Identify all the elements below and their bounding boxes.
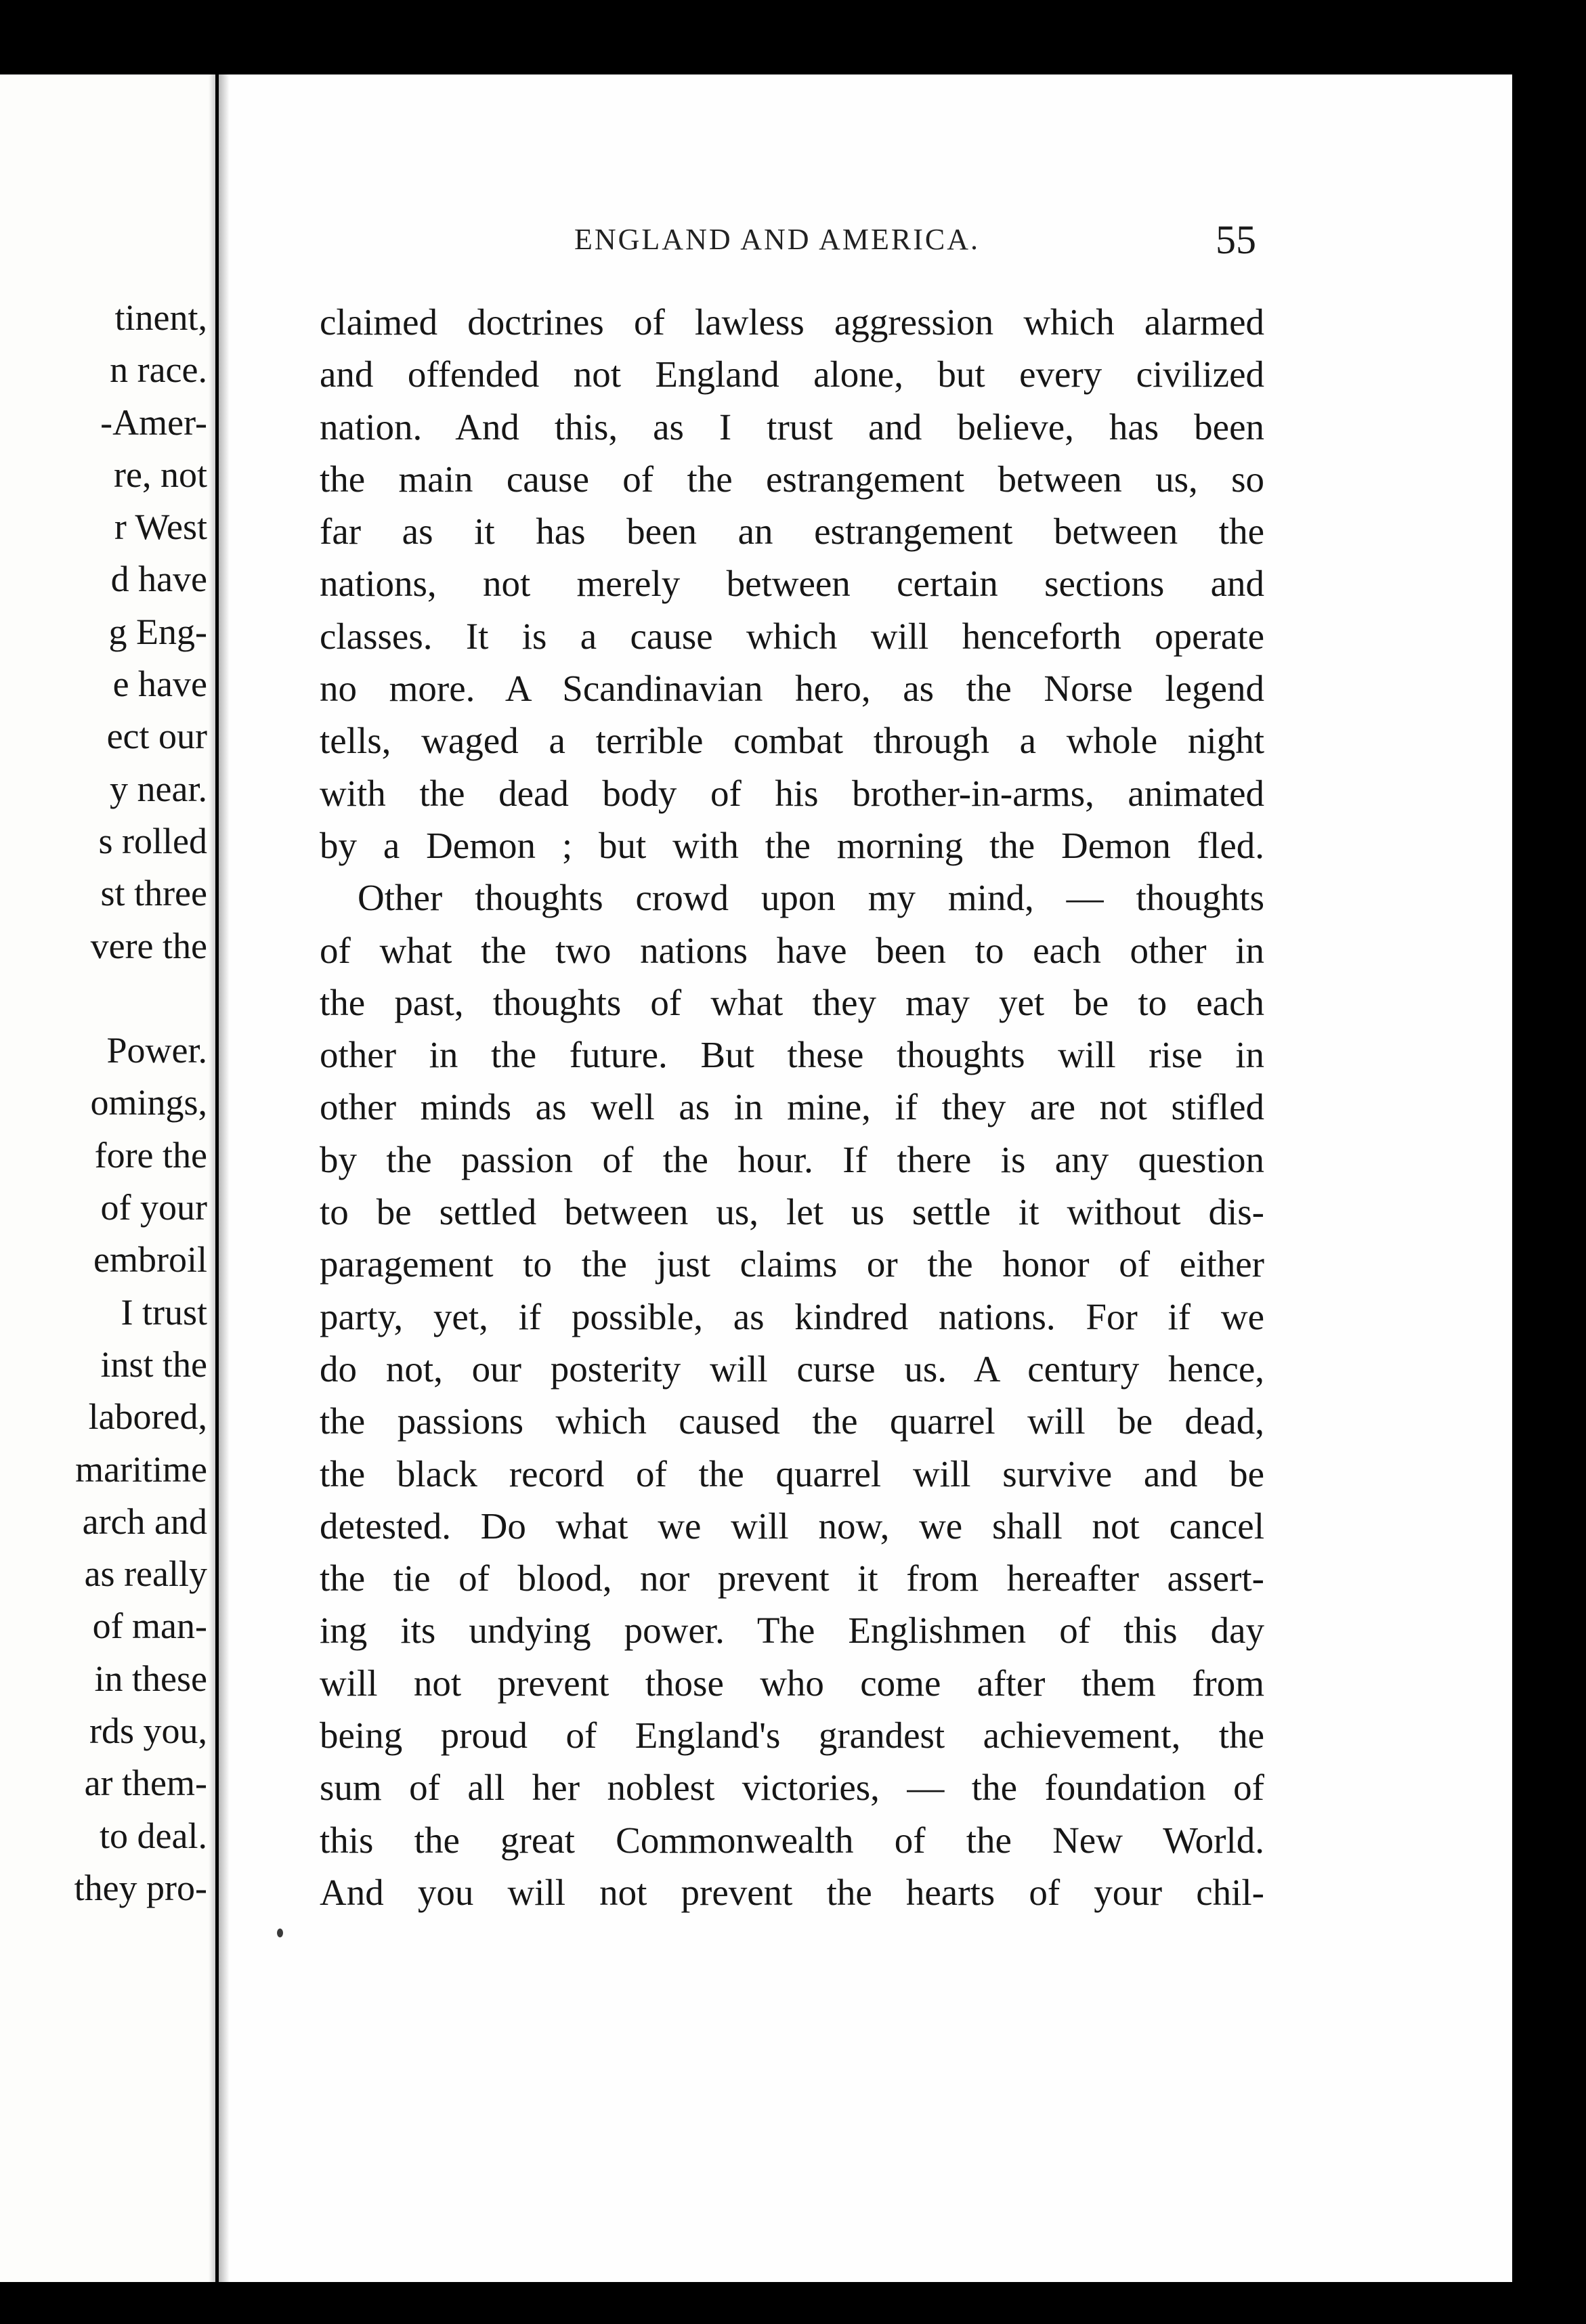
facing-line: omings,	[90, 1082, 207, 1123]
facing-line: arch and	[82, 1501, 207, 1542]
facing-line: of your	[100, 1187, 207, 1228]
paragraph-start-line: Other thoughts crowd upon my mind, — thoughts	[358, 877, 1264, 919]
facing-line: r West	[114, 507, 207, 548]
facing-line: tinent,	[114, 297, 207, 338]
facing-line: y near.	[110, 768, 207, 809]
text-line: tells, waged a terrible combat through a whole night	[320, 720, 1264, 762]
facing-line: ar them-	[84, 1763, 207, 1804]
body-text	[320, 296, 1264, 1918]
text-line: nation. And this, as I trust and believe, has been	[320, 406, 1264, 448]
facing-line: I trust	[121, 1291, 207, 1333]
facing-line: inst the	[100, 1343, 207, 1385]
facing-line: d have	[110, 559, 207, 600]
text-line: and offended not England alone, but every civilized	[320, 353, 1264, 395]
facing-line: n race.	[110, 349, 207, 391]
text-line: And you will not prevent the hearts of your chil-	[320, 1871, 1264, 1913]
facing-page-text	[0, 292, 207, 1914]
facing-line: as really	[84, 1553, 207, 1595]
ink-speck	[277, 1929, 283, 1937]
text-line: the past, thoughts of what they may yet be to each	[320, 981, 1264, 1023]
text-line: will not prevent those who come after them from	[320, 1662, 1264, 1704]
text-line: to be settled between us, let us settle it without dis-	[320, 1191, 1264, 1233]
facing-line: st three	[100, 873, 207, 914]
facing-line: Power.	[106, 1030, 207, 1071]
text-line: other in the future. But these thoughts will rise in	[320, 1034, 1264, 1076]
facing-line: they pro-	[74, 1867, 207, 1908]
facing-line: re, not	[114, 454, 207, 495]
text-line: sum of all her noblest victories, — the foundation of	[320, 1767, 1264, 1809]
page-number: 55	[1216, 217, 1256, 262]
facing-line: s rolled	[98, 820, 207, 861]
text-line: the main cause of the estrangement between us, so	[320, 458, 1264, 500]
facing-line	[0, 972, 207, 1025]
text-line: nations, not merely between certain sections and	[320, 563, 1264, 605]
text-line: of what the two nations have been to each other in	[320, 929, 1264, 971]
facing-line: in these	[94, 1658, 207, 1699]
facing-line: g Eng-	[108, 611, 207, 652]
text-line: no more. A Scandinavian hero, as the Norse legend	[320, 668, 1264, 710]
facing-line: -Amer-	[100, 402, 207, 443]
facing-line: rds you,	[89, 1710, 207, 1752]
facing-line: embroil	[93, 1239, 207, 1281]
facing-line: labored,	[88, 1396, 207, 1438]
facing-line: e have	[112, 664, 207, 705]
text-line: claimed doctrines of lawless aggression which alarmed	[320, 301, 1264, 343]
page-55	[219, 74, 1512, 2282]
facing-line: of man-	[92, 1606, 207, 1647]
text-line: the black record of the quarrel will survive and be	[320, 1452, 1264, 1494]
running-head: ENGLAND AND AMERICA.	[574, 223, 980, 256]
text-line: detested. Do what we will now, we shall not cancel	[320, 1505, 1264, 1547]
page-fold-shadow	[209, 74, 215, 2282]
text-line: by the passion of the hour. If there is any question	[320, 1138, 1264, 1180]
text-line: with the dead body of his brother-in-arms, animated	[320, 772, 1264, 814]
text-line: classes. It is a cause which will henceforth operate	[320, 615, 1264, 657]
text-line: other minds as well as in mine, if they are not stifled	[320, 1086, 1264, 1128]
text-line: party, yet, if possible, as kindred nations. For if we	[320, 1295, 1264, 1337]
facing-line: maritime	[75, 1448, 207, 1490]
text-line: this the great Commonwealth of the New World.	[320, 1819, 1264, 1861]
text-line: far as it has been an estrangement between the	[320, 511, 1264, 553]
facing-line: ect our	[106, 716, 207, 757]
facing-line: vere the	[90, 925, 207, 966]
text-line: the passions which caused the quarrel will be dead,	[320, 1400, 1264, 1442]
text-line: being proud of England's grandest achievement, the	[320, 1715, 1264, 1757]
text-line: the tie of blood, nor prevent it from hereafter assert-	[320, 1557, 1264, 1599]
facing-line: to deal.	[100, 1815, 207, 1856]
text-line: ing its undying power. The Englishmen of this day	[320, 1610, 1264, 1652]
text-line: by a Demon ; but with the morning the Demon fled.	[320, 824, 1264, 866]
facing-line: fore the	[94, 1134, 207, 1176]
text-line: paragement to the just claims or the honor of either	[320, 1243, 1264, 1285]
gutter-shadow	[219, 74, 230, 2282]
facing-page-left	[0, 74, 215, 2282]
page-header	[219, 217, 1262, 271]
text-line: do not, our posterity will curse us. A century hence,	[320, 1348, 1264, 1390]
